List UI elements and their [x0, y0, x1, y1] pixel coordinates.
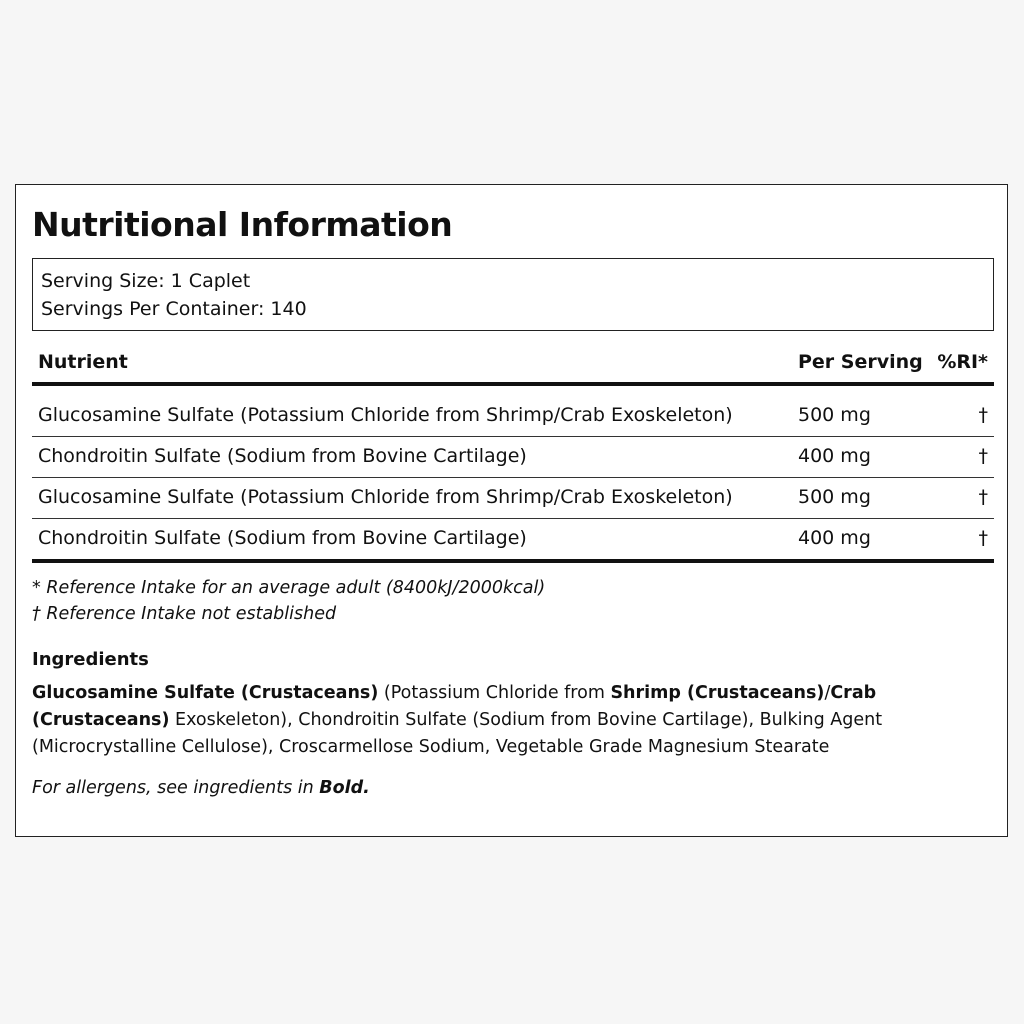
nutrient-ri: †: [978, 527, 988, 549]
nutrition-panel: [15, 184, 1008, 837]
table-row: [32, 437, 994, 478]
allergen-note: [32, 778, 370, 798]
header-nutrient: Nutrient: [38, 351, 128, 373]
nutrient-name: Glucosamine Sulfate (Potassium Chloride from Shrimp/Crab Exoskeleton): [38, 404, 733, 426]
nutrient-amount: 500 mg: [798, 404, 871, 426]
dagger-footnote: † Reference Intake not established: [32, 604, 337, 624]
nutrient-ri: †: [978, 445, 988, 467]
table-row: [32, 396, 994, 437]
ingredient-text: Exoskeleton), Chondroitin Sulfate (Sodium from Bovine Cartilage), Bulking Agent (Microcrystalline Cellulose), Croscarmellose Sodium, Vegetable Grade Magnesium Stearate: [32, 710, 883, 757]
nutrient-amount: 400 mg: [798, 445, 871, 467]
nutrient-ri: †: [978, 486, 988, 508]
allergen-text: For allergens, see ingredients in: [32, 778, 320, 798]
allergen-bold: Bold.: [319, 778, 370, 798]
nutrient-name: Glucosamine Sulfate (Potassium Chloride from Shrimp/Crab Exoskeleton): [38, 486, 733, 508]
ingredients-text: [32, 680, 997, 761]
nutrient-table: [32, 345, 994, 563]
servings-per-container: Servings Per Container: 140: [41, 298, 307, 320]
nutrient-amount: 400 mg: [798, 527, 871, 549]
serving-info-box: [32, 258, 994, 331]
nutrient-amount: 500 mg: [798, 486, 871, 508]
table-row: [32, 519, 994, 559]
ri-footnote: * Reference Intake for an average adult (8400kJ/2000kcal): [32, 578, 546, 598]
ingredient-separator: /: [824, 683, 831, 703]
ingredient-allergen: Shrimp (Crustaceans): [610, 683, 825, 703]
ingredient-allergen: Glucosamine Sulfate (Crustaceans): [32, 683, 379, 703]
serving-size: Serving Size: 1 Caplet: [41, 270, 251, 292]
nutrient-name: Chondroitin Sulfate (Sodium from Bovine Cartilage): [38, 527, 527, 549]
ingredients-heading: Ingredients: [32, 649, 149, 670]
header-ri: %RI*: [937, 351, 988, 373]
nutrient-ri: †: [978, 404, 988, 426]
table-body: [32, 396, 994, 563]
page-title: Nutritional Information: [32, 205, 453, 244]
table-row: [32, 478, 994, 519]
ingredient-allergen: Crab (Crustaceans): [32, 683, 877, 730]
ingredient-text: (Potassium Chloride from: [378, 683, 611, 703]
table-header: [32, 345, 994, 386]
nutrient-name: Chondroitin Sulfate (Sodium from Bovine Cartilage): [38, 445, 527, 467]
footnotes: [32, 575, 545, 627]
header-per-serving: Per Serving: [798, 351, 923, 373]
